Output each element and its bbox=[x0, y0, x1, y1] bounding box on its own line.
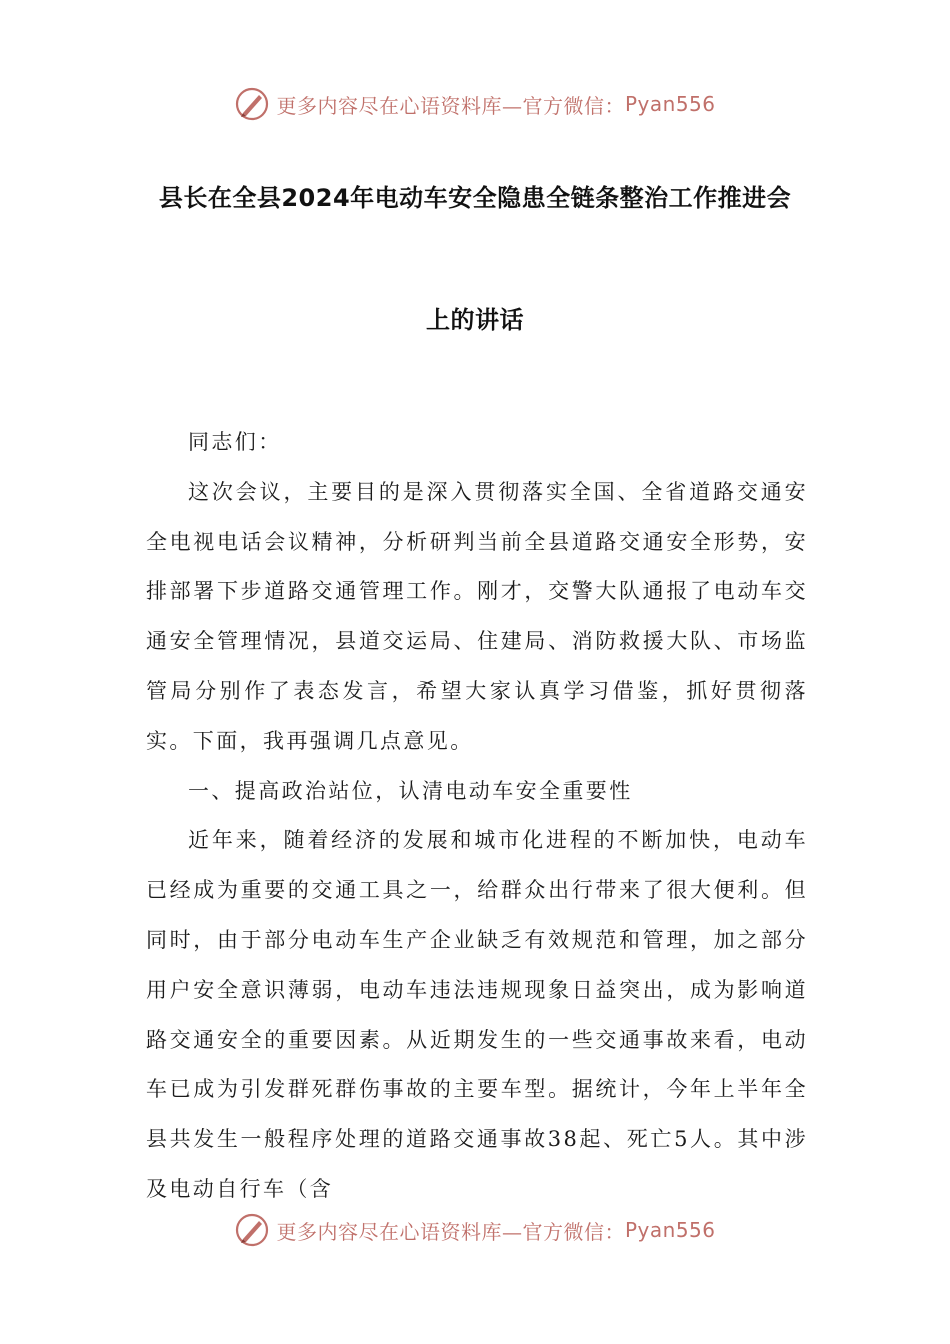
watermark-text: 更多内容尽在心语资料库—官方微信： bbox=[276, 93, 625, 118]
pen-logo-icon bbox=[234, 86, 270, 122]
watermark-text: 更多内容尽在心语资料库—官方微信： bbox=[276, 1219, 625, 1244]
paragraph: 这次会议，主要目的是深入贯彻落实全国、全省道路交通安全电视电话会议精神，分析研判当前全县道路交通安全形势，安排部署下步道路交通管理工作。刚才，交警大队通报了电动车交通安全管理情况，县道交运局、住建局、消防救援大队、市场监管局分别作了表态发言，希望大家认真学习借鉴，抓好贯彻落实。下面，我再强调几点意见。 bbox=[146, 479, 808, 753]
watermark-header bbox=[0, 84, 950, 124]
speech-body bbox=[146, 418, 808, 1215]
document-title-line-2: 上的讲话 bbox=[426, 306, 524, 334]
watermark-account: Pyan556 bbox=[624, 1218, 716, 1242]
salutation: 同志们： bbox=[188, 430, 282, 454]
pen-logo-icon bbox=[234, 1212, 270, 1248]
paragraph: 近年来，随着经济的发展和城市化进程的不断加快，电动车已经成为重要的交通工具之一，给群众出行带来了很大便利。但同时，由于部分电动车生产企业缺乏有效规范和管理，加之部分用户安全意识薄弱，电动车违法违规现象日益突出，成为影响道路交通安全的重要因素。从近期发生的一些交通事故来看，电动车已成为引发群死群伤事故的主要车型。据统计，今年上半年全县共发生一般程序处理的道路交通事故38起、死亡5人。其中涉及电动自行车（含 bbox=[146, 828, 808, 1201]
watermark-account: Pyan556 bbox=[624, 92, 716, 116]
watermark-footer bbox=[0, 1210, 950, 1250]
section-heading: 一、提高政治站位，认清电动车安全重要性 bbox=[188, 778, 633, 803]
document-title-line-1: 县长在全县2024年电动车安全隐患全链条整治工作推进会 bbox=[158, 184, 792, 212]
